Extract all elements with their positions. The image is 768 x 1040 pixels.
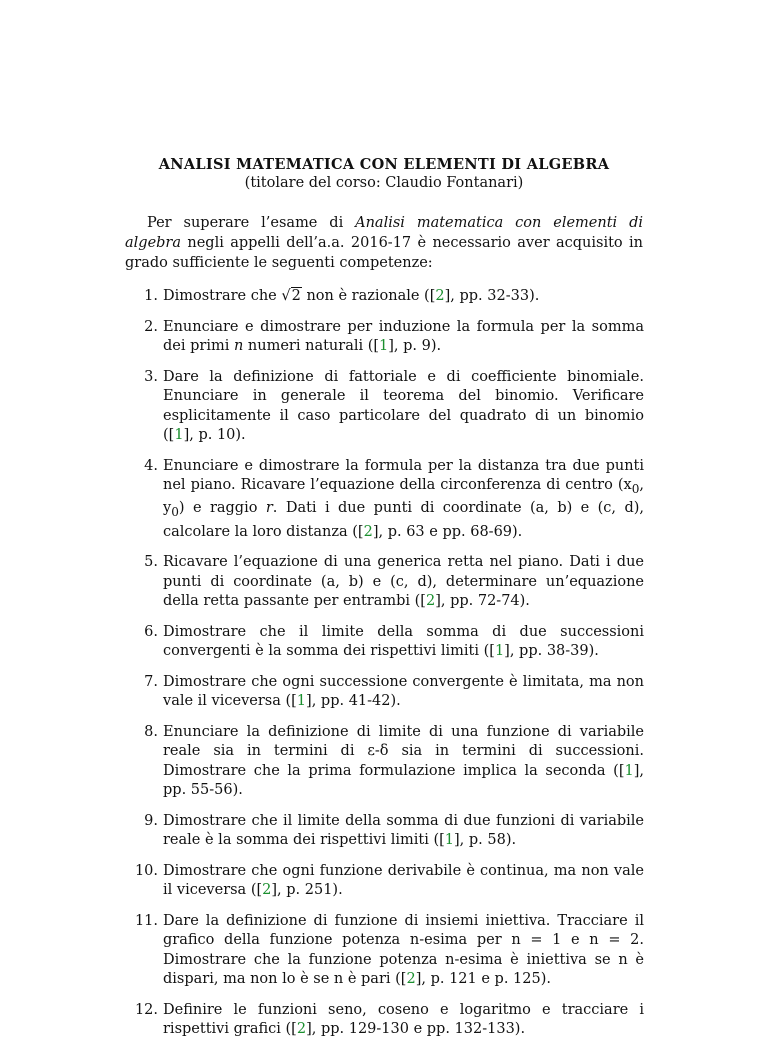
intro-text-1: Per superare l’esame di <box>147 215 356 231</box>
intro-text-2: negli appelli dell’a.a. 2016-17 è necessario aver acquisito in grado sufficiente le seguenti competenze: <box>125 235 643 271</box>
citation-link[interactable]: 2 <box>435 288 445 304</box>
item-text: Dimostrare che il limite della somma di due successioni convergenti è la somma dei rispettivi limiti ([ <box>163 623 644 660</box>
page-title: ANALISI MATEMATICA CON ELEMENTI DI ALGEBRA <box>158 156 610 173</box>
citation-link[interactable]: 2 <box>363 523 373 540</box>
citation-link[interactable]: 2 <box>262 882 272 899</box>
item-number: 9. <box>144 812 158 829</box>
item-number: 4. <box>144 457 158 474</box>
item-text: Enunciare la definizione di limite di una funzione di variabile reale sia in termini di ε-δ sia in termini di successioni. Dimostrare che la prima formulazione implica la seconda ([ <box>163 723 644 779</box>
citation-link[interactable]: 1 <box>494 643 505 660</box>
list-item <box>0 862 768 901</box>
item-text: ], p. 63 e pp. 68-69). <box>372 523 523 540</box>
competence-list <box>0 287 768 1040</box>
page-subtitle: (titolare del corso: Claudio Fontanari) <box>244 175 524 191</box>
item-text: Dimostrare che ogni successione convergente è limitata, ma non vale il viceversa ([ <box>163 673 644 710</box>
item-number: 12. <box>134 1001 158 1018</box>
item-text: Dimostrare che il limite della somma di due funzioni di variabile reale è la somma dei rispettivi limiti ([ <box>163 812 644 849</box>
list-item <box>0 368 768 446</box>
subscript: 0 <box>171 505 179 520</box>
list-item <box>0 912 768 990</box>
item-text: Enunciare e dimostrare per induzione la formula per la somma dei primi <box>163 318 644 354</box>
list-item <box>0 457 768 543</box>
item-text: non è razionale ([ <box>301 288 436 304</box>
item-number: 1. <box>144 288 158 304</box>
item-text: Dimostrare che ogni funzione derivabile è continua, ma non vale il viceversa ([ <box>163 862 644 899</box>
item-number: 7. <box>144 673 158 690</box>
citation-link[interactable]: 1 <box>379 338 389 354</box>
item-text: ], p. 9). <box>388 338 442 354</box>
item-text: ], pp. 41-42). <box>306 693 401 710</box>
item-text: Dare la definizione di funzione di insiemi iniettiva. Tracciare il grafico della funzione potenza n-esima per n = 1 e n = 2. Dimostrare che la funzione potenza n-esima è iniettiva se n è dispari, ma non lo è se n è pari ([ <box>163 912 644 988</box>
citation-link[interactable]: 1 <box>174 427 184 443</box>
list-item <box>0 623 768 662</box>
item-text: ], p. 121 e p. 125). <box>415 971 551 988</box>
item-text: ], pp. 72-74). <box>435 593 530 610</box>
citation-link[interactable]: 2 <box>406 971 416 988</box>
item-text: Dimostrare che <box>163 288 282 304</box>
list-item <box>0 673 768 712</box>
math-variable: n <box>233 338 244 354</box>
citation-link[interactable]: 1 <box>624 762 634 779</box>
item-number: 11. <box>134 912 158 929</box>
citation-link[interactable]: 1 <box>296 693 307 710</box>
list-item <box>0 723 768 801</box>
citation-link[interactable]: 2 <box>296 1021 307 1038</box>
item-text: numeri naturali ([ <box>243 338 380 354</box>
item-text: Ricavare l’equazione di una generica retta nel piano. Dati i due punti di coordinate (a, b) e (c, d), determinare un’equazione della retta passante per entrambi ([ <box>163 554 644 610</box>
item-text: . Dati i due punti di coordinate (a, b) e (c, d), calcolare la loro distanza ([ <box>163 500 644 540</box>
item-text: ], pp. 55-56). <box>163 762 644 799</box>
item-number: 3. <box>144 368 158 385</box>
item-text: ], p. 58). <box>454 832 517 849</box>
item-number: 5. <box>144 554 158 571</box>
citation-link[interactable]: 1 <box>444 832 454 849</box>
item-text: ) e raggio <box>178 500 266 517</box>
math-variable: r <box>265 500 273 517</box>
item-text: Definire le funzioni seno, coseno e logaritmo e tracciare i rispettivi grafici ([ <box>163 1001 644 1038</box>
list-item <box>0 1001 768 1040</box>
list-item <box>0 812 768 851</box>
item-text: ], pp. 32-33). <box>444 288 540 304</box>
citation-link[interactable]: 2 <box>425 593 436 610</box>
intro-paragraph <box>125 213 643 273</box>
item-text: ], pp. 38-39). <box>504 643 599 660</box>
item-text: Dare la definizione di fattoriale e di coefficiente binomiale. Enunciare in generale il teorema del binomio. Verificare esplicitamente il caso particolare del quadrato di un binomio ([ <box>163 368 644 443</box>
list-item <box>0 318 768 357</box>
list-item <box>0 287 768 307</box>
item-text: , y <box>163 477 644 517</box>
item-number: 2. <box>144 318 158 335</box>
item-number: 8. <box>144 723 158 740</box>
subscript: 0 <box>631 481 640 496</box>
item-number: 10. <box>134 862 158 879</box>
item-text: ], p. 251). <box>271 882 343 899</box>
item-text: ], pp. 129-130 e pp. 132-133). <box>306 1021 526 1038</box>
item-number: 6. <box>144 623 158 640</box>
sqrt-symbol: √2 <box>281 288 301 304</box>
course-name: Analisi matematica con elementi di algebra <box>125 215 644 251</box>
list-item <box>0 553 768 612</box>
item-text: ], p. 10). <box>183 427 246 443</box>
sqrt-radicand: 2 <box>291 288 301 304</box>
item-text: Enunciare e dimostrare la formula per la distanza tra due punti nel piano. Ricavare l’equazione della circonferenza di centro (x <box>163 457 644 493</box>
